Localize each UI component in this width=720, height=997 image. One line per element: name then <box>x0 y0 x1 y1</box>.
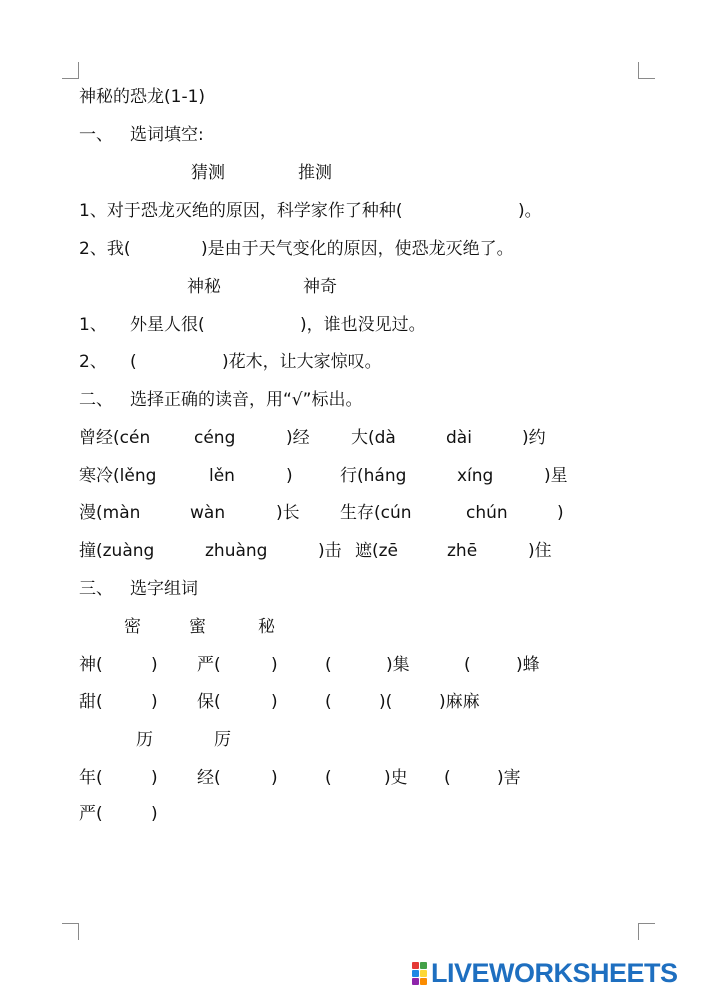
pinyin-option: 生存(cún <box>340 503 412 523</box>
pinyin-option: dài <box>446 428 472 448</box>
section2-heading <box>0 385 720 415</box>
word-build-open: 年( <box>79 768 103 788</box>
question-text-end: )是由于天气变化的原因，使恐龙灭绝了。 <box>201 239 514 259</box>
char-choices-b <box>0 725 720 755</box>
section3-heading <box>0 574 720 604</box>
section1-heading <box>0 120 720 150</box>
word-build-open: 经( <box>197 768 221 788</box>
crop-mark-top-right <box>638 62 655 79</box>
word-build-row <box>0 763 720 793</box>
word-build-open: ( <box>464 655 471 675</box>
char-choice: 蜜 <box>189 617 206 637</box>
word-choice: 猜测 <box>191 163 225 183</box>
question-row <box>0 234 720 264</box>
word-build-close: )( <box>379 692 393 712</box>
liveworksheets-brand <box>412 958 678 988</box>
char-choice: 秘 <box>258 617 275 637</box>
pinyin-close: )星 <box>544 466 568 486</box>
pinyin-close: )约 <box>522 428 546 448</box>
word-build-open: 神( <box>79 655 103 675</box>
question-text: ( <box>130 352 137 372</box>
char-choice: 厉 <box>214 730 231 750</box>
section1-number: 一、 <box>79 125 113 145</box>
word-build-close: )集 <box>386 655 410 675</box>
char-choice: 历 <box>136 730 153 750</box>
pinyin-option: 遮(zē <box>355 541 399 561</box>
word-choice: 神奇 <box>303 277 337 297</box>
pinyin-close: )击 <box>318 541 342 561</box>
liveworksheets-logo-icon <box>412 962 427 985</box>
pinyin-option: zhē <box>447 541 478 561</box>
word-build-close: )史 <box>384 768 408 788</box>
crop-mark-bottom-left <box>62 923 79 940</box>
question-text-end: )花木，让大家惊叹。 <box>222 352 382 372</box>
pinyin-close: )住 <box>528 541 552 561</box>
pinyin-option: chún <box>466 503 508 523</box>
pinyin-option: lěn <box>209 466 235 486</box>
word-build-row <box>0 799 720 829</box>
section1-title: 选词填空: <box>130 125 204 145</box>
word-build-open: 保( <box>197 692 221 712</box>
question-text: 1、对于恐龙灭绝的原因，科学家作了种种( <box>79 201 403 221</box>
char-choice: 密 <box>124 617 141 637</box>
pinyin-option: 漫(màn <box>79 503 141 523</box>
question-text-end: )，谁也没见过。 <box>300 315 426 335</box>
pinyin-option: 曾经(cén <box>79 428 151 448</box>
page-title: 神秘的恐龙(1-1) <box>79 87 206 107</box>
pinyin-option: 行(háng <box>340 466 407 486</box>
pinyin-option: zhuàng <box>205 541 268 561</box>
pinyin-row <box>0 498 720 528</box>
question-row <box>0 196 720 226</box>
section3-title: 选字组词 <box>130 579 198 599</box>
word-build-close: ) <box>151 804 158 824</box>
pinyin-close: )经 <box>286 428 310 448</box>
word-build-close: ) <box>151 768 158 788</box>
word-build-open: 甜( <box>79 692 103 712</box>
title-line <box>0 82 720 112</box>
word-build-open: ( <box>325 655 332 675</box>
pinyin-option: 寒冷(lěng <box>79 466 157 486</box>
word-build-close: ) <box>271 692 278 712</box>
brand-name: LIVEWORKSHEETS <box>431 957 678 988</box>
char-choices-a <box>0 612 720 642</box>
word-build-open: ( <box>325 768 332 788</box>
word-choice: 推测 <box>298 163 332 183</box>
section3-number: 三、 <box>79 579 113 599</box>
question-row <box>0 347 720 377</box>
word-build-open: ( <box>325 692 332 712</box>
word-build-close: )蜂 <box>516 655 540 675</box>
pinyin-close: ) <box>557 503 564 523</box>
word-build-close: )害 <box>497 768 521 788</box>
pinyin-option: 撞(zuàng <box>79 541 155 561</box>
pinyin-close: )长 <box>276 503 300 523</box>
word-build-close: )麻麻 <box>439 692 480 712</box>
word-build-close: ) <box>271 768 278 788</box>
question-text: 2、我( <box>79 239 131 259</box>
pinyin-close: ) <box>286 466 293 486</box>
word-build-open: 严( <box>79 804 103 824</box>
word-choice: 神秘 <box>187 277 221 297</box>
word-choices-a <box>0 158 720 188</box>
word-build-row <box>0 650 720 680</box>
word-build-row <box>0 687 720 717</box>
word-build-close: ) <box>271 655 278 675</box>
crop-mark-bottom-right <box>638 923 655 940</box>
pinyin-option: xíng <box>457 466 494 486</box>
pinyin-option: 大(dà <box>351 428 396 448</box>
question-text-end: )。 <box>518 201 542 221</box>
word-build-open: ( <box>444 768 451 788</box>
section2-title: 选择正确的读音，用“√”标出。 <box>130 390 363 410</box>
pinyin-row <box>0 536 720 566</box>
word-build-close: ) <box>151 692 158 712</box>
question-text: 外星人很( <box>130 315 205 335</box>
pinyin-row <box>0 423 720 453</box>
question-number: 2、 <box>79 352 107 372</box>
section2-number: 二、 <box>79 390 113 410</box>
word-build-open: 严( <box>197 655 221 675</box>
pinyin-option: céng <box>194 428 236 448</box>
pinyin-row <box>0 461 720 491</box>
crop-mark-top-left <box>62 62 79 79</box>
pinyin-option: wàn <box>190 503 226 523</box>
question-number: 1、 <box>79 315 107 335</box>
word-build-close: ) <box>151 655 158 675</box>
word-choices-b <box>0 272 720 302</box>
question-row <box>0 310 720 340</box>
